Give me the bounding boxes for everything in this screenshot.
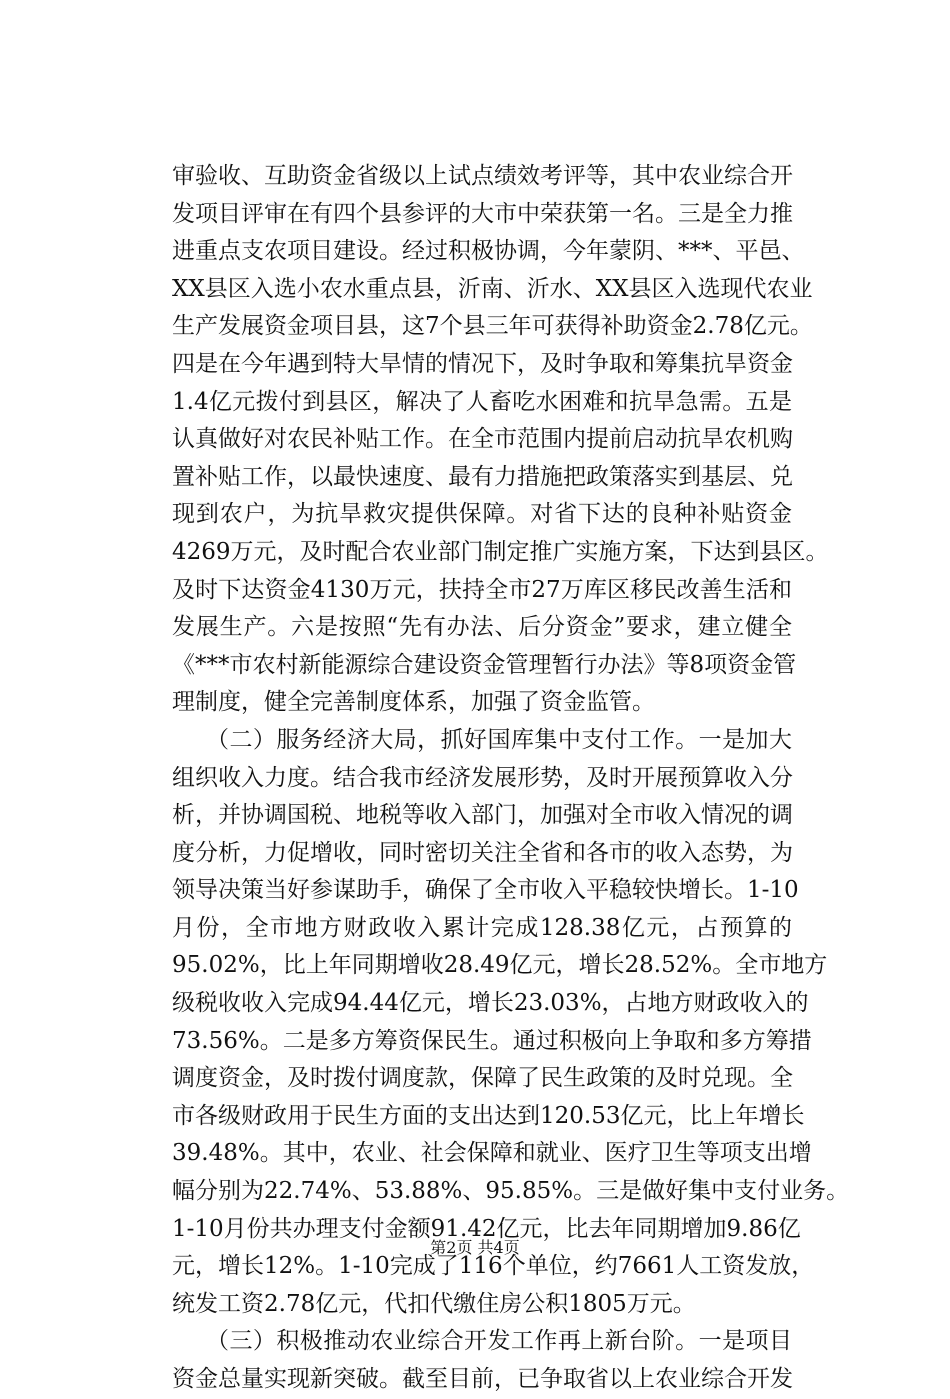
text-line: 发展生产。六是按照“先有办法、后分资金”要求，建立健全 (172, 614, 792, 641)
text-line: 组织收入力度。结合我市经济发展形势，及时开展预算收入分 (172, 764, 793, 791)
text-line: 理制度，健全完善制度体系，加强了资金监管。 (172, 689, 655, 716)
text-line: 95.02%，比上年同期增收28.49亿元，增长28.52%。全市地方 (172, 952, 828, 979)
text-line: 四是在今年遇到特大旱情的情况下，及时争取和筹集抗旱资金 (172, 350, 793, 377)
page-number-footer: 第2页 共4页 (430, 1238, 520, 1257)
text-line: 《***市农村新能源综合建设资金管理暂行办法》等8项资金管 (172, 651, 797, 678)
text-line: 领导决策当好参谋助手，确保了全市收入平稳较快增长。1-10 (172, 877, 799, 904)
text-line: 析，并协调国税、地税等收入部门，加强对全市收入情况的调 (172, 802, 793, 829)
text-line: 73.56%。二是多方筹资保民生。通过积极向上争取和多方筹措 (172, 1027, 812, 1054)
text-line: 置补贴工作，以最快速度、最有力措施把政策落实到基层、兑 (172, 463, 793, 490)
text-line: 1.4亿元拨付到县区，解决了人畜吃水困难和抗旱急需。五是 (172, 388, 792, 415)
text-line: 统发工资2.78亿元，代扣代缴住房公积1805万元。 (172, 1290, 696, 1317)
text-line: 4269万元，及时配合农业部门制定推广实施方案，下达到县区。 (172, 538, 829, 565)
document-body (172, 158, 850, 1399)
text-line: 发项目评审在有四个县参评的大市中荣获第一名。三是全力推 (172, 200, 793, 227)
text-line: 认真做好对农民补贴工作。在全市范围内提前启动抗旱农机购 (172, 426, 793, 453)
text-line: XX县区入选小农水重点县，沂南、沂水、XX县区入选现代农业 (172, 275, 813, 302)
text-line: 39.48%。其中，农业、社会保障和就业、医疗卫生等项支出增 (172, 1140, 812, 1167)
text-line: 级税收收入完成94.44亿元，增长23.03%，占地方财政收入的 (172, 990, 809, 1017)
text-line: 月份，全市地方财政收入累计完成128.38亿元，占预算的 (172, 914, 792, 941)
text-line: 元，增长12%。1-10完成了116个单位，约7661人工资发放， (172, 1253, 815, 1280)
text-line: 生产发展资金项目县，这7个县三年可获得补助资金2.78亿元。 (172, 313, 813, 340)
text-line: 调度资金，及时拨付调度款，保障了民生政策的及时兑现。全 (172, 1065, 793, 1092)
paragraph-heading-line: （三）积极推动农业综合开发工作再上新台阶。一是项目 (206, 1328, 792, 1355)
text-line: 及时下达资金4130万元，扶持全市27万库区移民改善生活和 (172, 576, 792, 603)
text-line: 市各级财政用于民生方面的支出达到120.53亿元，比上年增长 (172, 1102, 805, 1129)
text-line: 现到农户，为抗旱救灾提供保障。对省下达的良种补贴资金 (172, 501, 792, 528)
text-line: 进重点支农项目建设。经过积极协调，今年蒙阴、***、平邑、 (172, 238, 805, 265)
text-line: 度分析，力促增收，同时密切关注全省和各市的收入态势，为 (172, 839, 793, 866)
text-line: 1-10月份共办理支付金额91.42亿元，比去年同期增加9.86亿 (172, 1215, 801, 1242)
paragraph-heading-line: （二）服务经济大局，抓好国库集中支付工作。一是加大 (206, 726, 792, 753)
text-line: 审验收、互助资金省级以上试点绩效考评等，其中农业综合开 (172, 163, 793, 189)
text-line: 资金总量实现新突破。截至目前，已争取省以上农业综合开发 (172, 1366, 793, 1392)
text-line: 幅分别为22.74%、53.88%、95.85%。三是做好集中支付业务。 (172, 1178, 850, 1205)
